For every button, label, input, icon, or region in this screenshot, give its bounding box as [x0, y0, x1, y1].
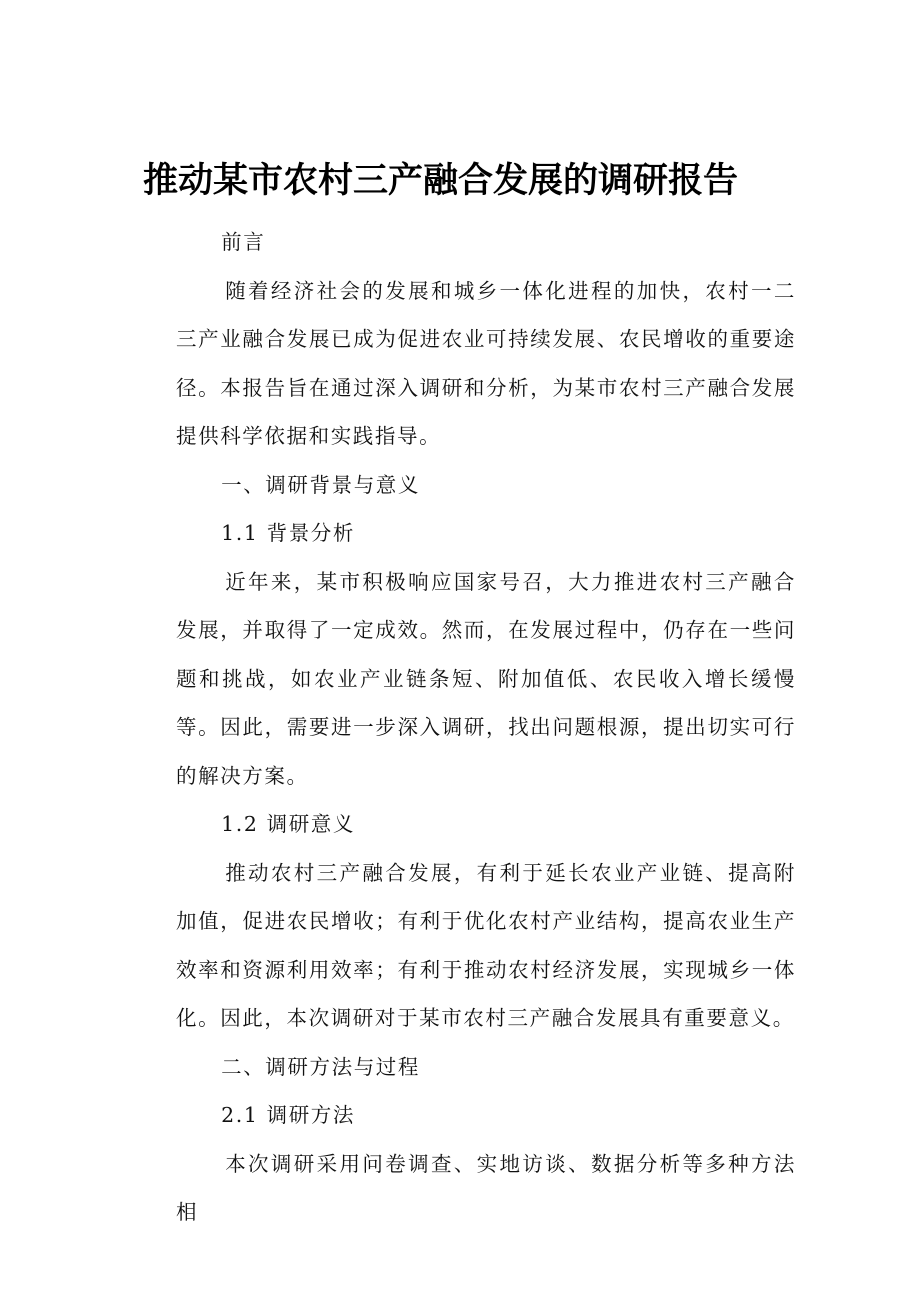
document-title: 推动某市农村三产融合发展的调研报告	[143, 161, 739, 201]
section-heading-2: 二、调研方法与过程	[221, 1054, 420, 1079]
paragraph-methods: 本次调研采用问卷调查、实地访谈、数据分析等多种方法相	[176, 1151, 796, 1224]
section-heading-1: 一、调研背景与意义	[221, 472, 420, 497]
subsection-heading-1-2: 1.2 调研意义	[221, 812, 356, 836]
subsection-heading-2-1: 2.1 调研方法	[221, 1103, 356, 1127]
subsection-heading-1-1: 1.1 背景分析	[221, 521, 356, 545]
section-heading-preface: 前言	[221, 230, 266, 254]
paragraph-background: 近年来，某市积极响应国家号召，大力推进农村三产融合发展，并取得了一定成效。然而，在发展过程中，仍存在一些问题和挑战，如农业产业链条短、附加值低、农民收入增长缓慢等。因此，需要进一步深入调研，找出问题根源，提出切实可行的解决方案。	[176, 569, 796, 788]
paragraph-significance: 推动农村三产融合发展，有利于延长农业产业链、提高附加值，促进农民增收；有利于优化农村产业结构，提高农业生产效率和资源利用效率；有利于推动农村经济发展，实现城乡一体化。因此，本次调研对于某市农村三产融合发展具有重要意义。	[176, 860, 796, 1030]
document-body	[176, 218, 796, 1237]
paragraph-preface: 随着经济社会的发展和城乡一体化进程的加快，农村一二三产业融合发展已成为促进农业可持续发展、农民增收的重要途径。本报告旨在通过深入调研和分析，为某市农村三产融合发展提供科学依据和实践指导。	[176, 278, 796, 448]
